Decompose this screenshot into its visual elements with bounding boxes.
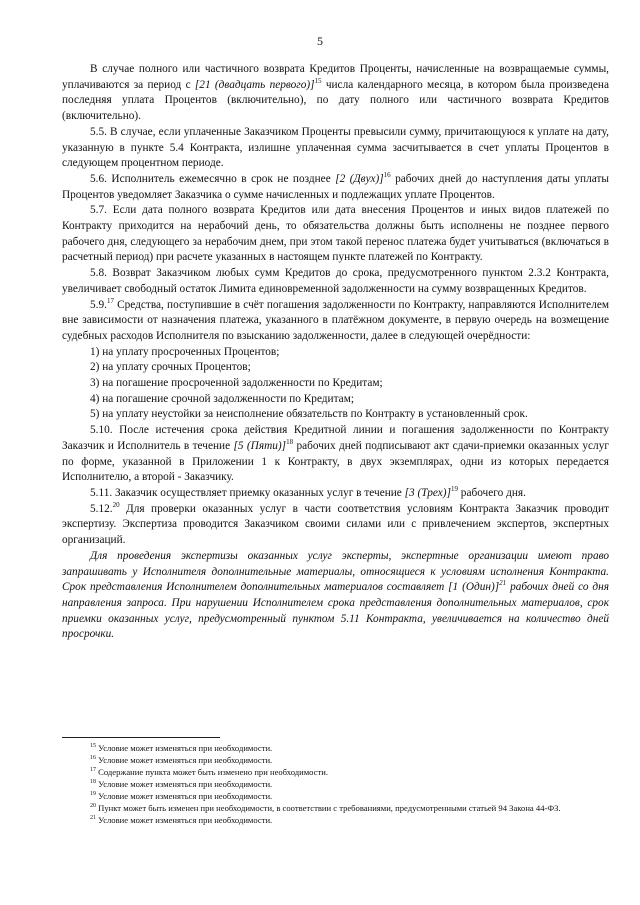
list-item: 4) на погашение срочной задолженности по Кредитам;	[90, 392, 354, 405]
footnote-ref: 17	[106, 296, 114, 305]
list-item: 1) на уплату просроченных Процентов;	[90, 345, 280, 358]
footnote-text: Содержание пункта может быть изменено при необходимости.	[96, 767, 328, 777]
footnote-ref: 15	[314, 76, 322, 85]
text-run: Для проверки оказанных услуг в части соответствия условиям Контракта Заказчик проводит экспертизу. Экспертиза проводится Заказчиком своими силами или с привлечением экспертов, экспертных организаций.	[62, 502, 609, 547]
paragraph-5-7: 5.7. Если дата полного возврата Кредитов или дата внесения Процентов и иных видов платежей по Контракту приходится на нерабочий день, то обязательства должны быть исполнены не позднее первого рабочего дня, следующего за нерабочим днем, при этом такой перенос платежа будет учитываться (включаться в расчетный период) при расчете указанных в настоящем пункте платежей по Контракту.	[62, 204, 609, 264]
footnote-text: Условие может изменяться при необходимости.	[96, 815, 273, 825]
paragraph-5-6	[62, 172, 609, 203]
footnote	[62, 742, 609, 754]
footnote-separator	[62, 737, 220, 738]
text-run: рабочих дней подписывают акт сдачи-приемки оказанных услуг по форме, указанной в Приложении 1 к Контракту, в двух экземплярах, одни из которых передается Исполнителю, а второй - Заказчику.	[62, 439, 609, 484]
footnotes	[62, 742, 609, 826]
footnote-ref: 21	[499, 579, 507, 588]
paragraph-partial-return	[62, 62, 609, 125]
text-run: 5.6. Исполнитель ежемесячно в срок не позднее	[90, 172, 336, 185]
list-item: 3) на погашение просроченной задолженности по Кредитам;	[90, 377, 383, 390]
insert-field: [3 (Трех)]	[404, 486, 451, 499]
text-run: 5.11. Заказчик осуществляет приемку оказанных услуг в течение	[90, 486, 405, 499]
footnote	[62, 778, 609, 790]
insert-field: [21 (двадцать первого)]	[194, 78, 315, 91]
paragraph-5-9	[62, 298, 609, 345]
insert-field: [5 (Пяти)]	[233, 439, 287, 452]
text-run: 5.9.	[90, 298, 107, 311]
paragraph-5-12	[62, 502, 609, 549]
footnote	[62, 766, 609, 778]
footnote-number: 20	[90, 803, 96, 810]
footnote-number: 16	[90, 755, 96, 762]
text-run: 5.12.	[90, 502, 113, 515]
text-run: Средства, поступившие в счёт погашения задолженности по Контракту, направляются Исполнителем вне зависимости от назначения платежа, указанного в платёжном документе, в первую очередь на возмещение судебных расходов Исполнителя по взысканию задолженности, далее в следующей очерёдности:	[62, 298, 609, 342]
paragraph-5-10	[62, 423, 609, 486]
footnote-number: 15	[90, 743, 96, 750]
text-run: Для проведения экспертизы оказанных услуг эксперты, экспертные организации имеют право запрашивать у Исполнителя дополнительные материалы, относящиеся к условиям исполнения Контракта. Срок представления Исполнителем дополнительных материалов составляет [1 (Один)]	[62, 549, 609, 594]
text-run: числа календарного месяца, в котором была произведена последняя уплата Процентов (включительно), по дату полного или частичного возврата Кредитов (включительно).	[62, 78, 609, 123]
paragraph-5-8: 5.8. Возврат Заказчиком любых сумм Кредитов до срока, предусмотренного пунктом 2.3.2 Контракта, увеличивает свободный остаток Лимита единовременной задолженности на сумму возвращенных Кредитов.	[62, 267, 609, 295]
list-item: 2) на уплату срочных Процентов;	[90, 361, 251, 374]
text-run: рабочих дней до наступления даты уплаты Процентов уведомляет Заказчика о сумме начисленных и подлежащих уплате Процентов.	[62, 172, 609, 201]
footnote-number: 19	[90, 791, 96, 798]
text-run: В случае полного или частичного возврата Кредитов Проценты, начисленные на возвращаемые суммы, уплачиваются за период с	[62, 63, 609, 91]
document-body	[62, 62, 609, 643]
paragraph-5-11	[62, 486, 609, 502]
footnote	[62, 790, 609, 802]
footnote	[62, 802, 609, 814]
text-run: 5.10. После истечения срока действия Кредитной линии и погашения задолженности по Контракту Заказчик и Исполнитель в течение	[62, 424, 609, 452]
footnote-text: Условие может изменяться при необходимости.	[96, 743, 273, 753]
footnote-text: Условие может изменяться при необходимости.	[96, 791, 273, 801]
footnote	[62, 754, 609, 766]
footnote-ref: 20	[112, 500, 120, 509]
footnote	[62, 814, 609, 826]
footnote-number: 17	[90, 767, 96, 774]
footnote-text: Условие может изменяться при необходимости.	[96, 755, 273, 765]
page-number: 5	[317, 34, 323, 48]
footnote-ref: 18	[286, 438, 294, 447]
footnote-text: Пункт может быть изменен при необходимости, в соответствии с требованиями, предусмотренными статьей 94 Закона 44-ФЗ.	[96, 803, 561, 813]
insert-field: [2 (Двух)]	[335, 172, 384, 185]
footnote-number: 18	[90, 779, 96, 786]
paragraph-expertise-italic	[62, 549, 609, 643]
footnote-ref: 19	[450, 485, 458, 494]
text-run: рабочих дней со дня направления запроса. При нарушении Исполнителем срока представления дополнительных материалов, срок приемки оказанных услуг, предусмотренный пунктом 5.11 Контракта, увеличивается на количество дней просрочки.	[62, 581, 609, 641]
paragraph-5-5: 5.5. В случае, если уплаченные Заказчиком Проценты превысили сумму, причитающуюся к уплате на дату, указанную в пункте 5.4 Контракта, излишне уплаченная сумма засчитывается в счет уплаты Процентов в следующем процентном периоде.	[62, 125, 609, 170]
footnote-number: 21	[90, 815, 96, 822]
footnote-ref: 16	[383, 171, 391, 180]
text-run: рабочего дня.	[457, 486, 526, 499]
footnote-text: Условие может изменяться при необходимости.	[96, 779, 273, 789]
list-item: 5) на уплату неустойки за неисполнение обязательств по Контракту в установленный срок.	[90, 408, 528, 421]
